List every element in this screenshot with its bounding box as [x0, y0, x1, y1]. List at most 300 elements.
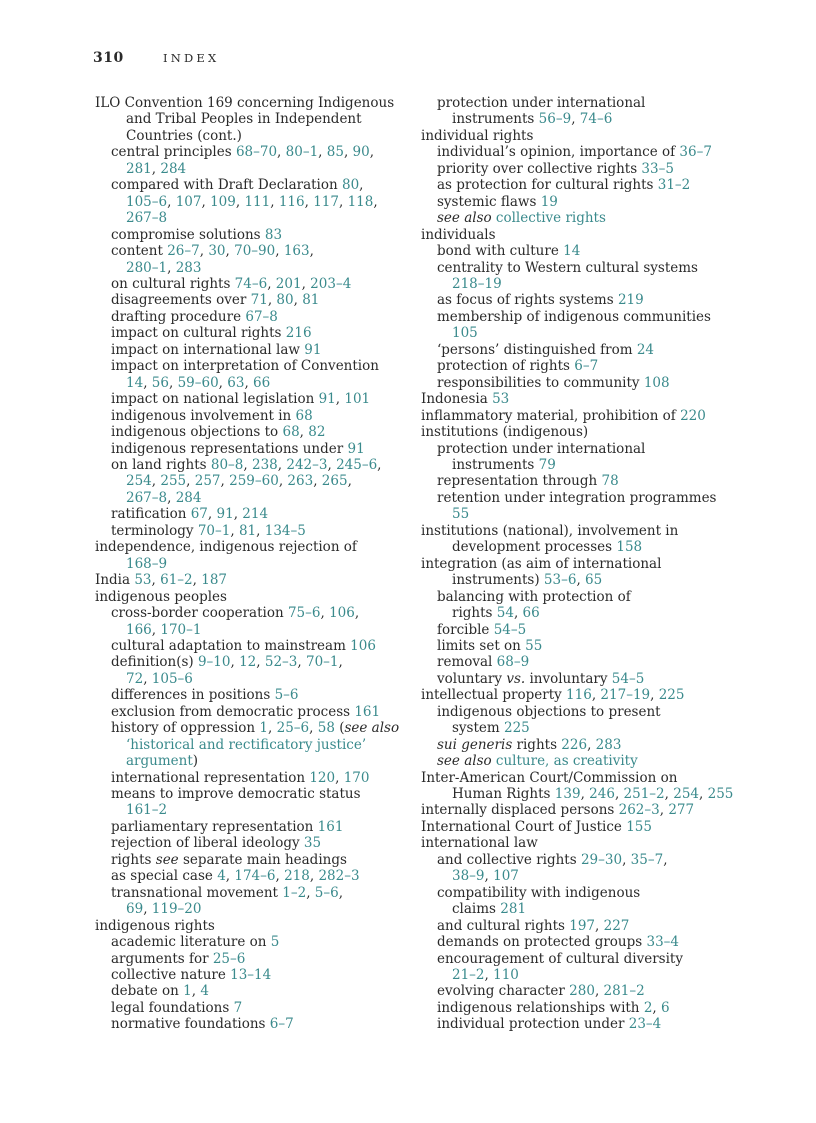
entry-text: ,: [167, 259, 176, 276]
index-entry-line: [421, 539, 741, 555]
entry-text: indigenous relationships with: [437, 999, 644, 1016]
index-subentry-line: [421, 589, 741, 605]
page-reference: 251–2: [623, 786, 665, 803]
index-subentry-line: [421, 144, 741, 160]
entry-text: ,: [650, 687, 659, 704]
page-reference: 155: [626, 818, 652, 835]
index-subentry-line: [421, 342, 741, 358]
page-reference: 4: [217, 868, 226, 885]
entry-text: indigenous objections to present: [437, 703, 661, 720]
entry-text: ,: [338, 193, 348, 210]
entry-text: ,: [354, 605, 360, 622]
entry-text: ,: [309, 868, 319, 885]
entry-text: compromise solutions: [111, 226, 265, 243]
index-subentry-line: [95, 622, 410, 638]
index-subentry-line: [95, 852, 410, 868]
entry-text: collective nature: [111, 967, 231, 984]
page-reference: 168–9: [126, 555, 168, 572]
italic-text: vs.: [506, 670, 526, 687]
entry-text: International Court of Justice: [421, 818, 627, 835]
entry-text: ,: [301, 275, 311, 292]
page-reference: 31–2: [657, 177, 691, 194]
page-reference: 101: [344, 391, 371, 408]
entry-text: rights: [512, 736, 562, 753]
entry-text: ,: [293, 292, 303, 309]
entry-text: demands on protected groups: [437, 934, 647, 951]
page-reference: 36–7: [679, 144, 712, 161]
index-entry-line: [421, 424, 741, 440]
index-subentry-line: [95, 1016, 410, 1032]
entry-text: ,: [230, 522, 239, 539]
index-subentry-line: [95, 770, 410, 786]
entry-text: impact on international law: [111, 341, 305, 358]
index-entry-line: [421, 687, 741, 703]
entry-text: and Tribal Peoples in Independent: [126, 111, 362, 128]
page-reference: 81: [238, 522, 257, 539]
index-subentry-line: [95, 309, 410, 325]
page-reference: 69: [126, 901, 144, 918]
page-reference: 161: [317, 818, 344, 835]
entry-text: ,: [576, 572, 586, 589]
page-reference: 78: [601, 473, 619, 490]
index-subentry-line: [95, 901, 410, 917]
page-reference: 227: [603, 917, 630, 934]
page-reference: 68: [295, 407, 313, 424]
index-subentry-line: [421, 654, 741, 670]
entry-text: ,: [338, 884, 344, 901]
entry-text: ,: [143, 670, 152, 687]
page-reference: 257: [194, 473, 221, 490]
page-reference: 54: [496, 605, 514, 622]
entry-text: ,: [192, 572, 202, 589]
index-subentry-line: [95, 737, 410, 753]
entry-text: ,: [313, 473, 322, 490]
index-subentry-line: [421, 704, 741, 720]
page-reference: 29–30: [580, 851, 623, 868]
page-reference: 24: [636, 341, 655, 358]
page-reference: 19: [540, 193, 558, 210]
page-reference: 139: [554, 786, 581, 803]
index-column-right: [421, 95, 741, 1033]
page-reference: 255: [707, 786, 734, 803]
entry-text: rejection of liberal ideology: [111, 835, 304, 852]
index-entry-line: [421, 128, 741, 144]
entry-text: ,: [335, 391, 345, 408]
entry-text: ILO Convention 169 concerning Indigenous: [95, 95, 395, 111]
italic-text: sui generis: [437, 736, 513, 753]
page-reference: 14: [563, 243, 581, 260]
index-subentry-line: [421, 1016, 741, 1032]
page-reference: ‘historical and rectificatory justice’: [126, 736, 367, 753]
index-subentry-line: [95, 424, 410, 440]
entry-text: international representation: [111, 769, 310, 786]
entry-text: ,: [587, 736, 596, 753]
entry-text: ,: [201, 193, 211, 210]
entry-text: ,: [594, 983, 604, 1000]
page-reference: 72: [126, 670, 144, 687]
entry-text: indigenous representations under: [111, 440, 348, 457]
entry-text: ,: [199, 243, 209, 260]
page-reference: 254: [126, 473, 152, 490]
entry-text: integration (as aim of international: [421, 555, 662, 572]
index-subentry-line: [95, 638, 410, 654]
page-reference: 7: [233, 999, 243, 1016]
entry-text: and cultural rights: [437, 917, 570, 934]
page-reference: 107: [493, 868, 519, 885]
index-entry-line: [421, 556, 741, 572]
index-column-left: [95, 95, 410, 1033]
entry-text: ,: [143, 374, 152, 391]
entry-text: internally displaced persons: [421, 802, 619, 819]
page-reference: 280: [569, 983, 595, 1000]
index-subentry-line: [421, 1000, 741, 1016]
entry-text: Countries (cont.): [126, 127, 242, 144]
index-subentry-line: [95, 934, 410, 950]
page-reference: 6: [661, 999, 670, 1016]
page-reference: 119–20: [151, 901, 202, 918]
page-reference: 281: [126, 160, 152, 177]
entry-text: ): [192, 753, 199, 770]
index-subentry-line: [421, 111, 741, 127]
entry-text: individuals: [421, 226, 496, 243]
index-subentry-line: [421, 885, 741, 901]
page-reference: 23–4: [628, 1016, 662, 1033]
page-reference: 262–3: [618, 802, 660, 819]
page-reference: 105: [452, 325, 478, 342]
index-subentry-line: [95, 161, 410, 177]
page-reference: 158: [616, 539, 643, 556]
index-subentry-line: [95, 506, 410, 522]
index-subentry-line: [95, 819, 410, 835]
entry-text: ,: [304, 193, 314, 210]
entry-text: terminology: [111, 522, 198, 539]
index-subentry-line: [95, 802, 410, 818]
index-subentry-line: [421, 309, 741, 325]
entry-text: exclusion from democratic process: [111, 703, 355, 720]
index-entry-line: [421, 770, 741, 786]
entry-text: ,: [235, 193, 245, 210]
entry-text: ,: [663, 851, 668, 868]
entry-text: involuntary: [525, 670, 612, 687]
page-reference: 219: [617, 292, 644, 309]
index-subentry-line: [95, 342, 410, 358]
page-reference: 263: [287, 473, 314, 490]
entry-text: ,: [244, 374, 254, 391]
index-subentry-line: [421, 753, 741, 769]
entry-text: ,: [218, 374, 228, 391]
index-subentry-line: [95, 786, 410, 802]
page-reference: 5–6: [314, 884, 339, 901]
index-subentry-line: [95, 490, 410, 506]
index-subentry-line: [421, 358, 741, 374]
italic-text: see also: [437, 753, 492, 770]
entry-text: Human Rights: [452, 786, 555, 803]
index-subentry-line: [421, 473, 741, 489]
index-subentry-line: [95, 1000, 410, 1016]
entry-text: ,: [270, 193, 279, 210]
entry-text: ,: [377, 456, 382, 473]
page-reference: 111: [244, 193, 271, 210]
index-subentry-line: [95, 687, 410, 703]
entry-text: ,: [347, 473, 352, 490]
index-subentry-line: [95, 523, 410, 539]
entry-text: ,: [614, 786, 624, 803]
index-subentry-line: [95, 473, 410, 489]
index-subentry-line: [421, 194, 741, 210]
page-reference: 56: [151, 374, 169, 391]
page-reference: 55: [525, 637, 543, 654]
entry-text: ,: [277, 456, 287, 473]
page-reference: 70–1: [306, 654, 339, 671]
entry-text: centrality to Western cultural systems: [437, 259, 698, 276]
page-reference: 54–5: [611, 670, 645, 687]
index-subentry-line: [95, 177, 410, 193]
page-reference: 80–8: [210, 456, 244, 473]
entry-text: development processes: [452, 539, 617, 556]
page-reference: 9–10: [197, 654, 231, 671]
entry-text: ,: [359, 177, 364, 194]
index-subentry-line: [421, 605, 741, 621]
page-reference: 6–7: [574, 358, 599, 375]
page-reference: 225: [504, 720, 530, 737]
entry-text: separate main headings: [178, 851, 347, 868]
entry-text: inflammatory material, prohibition of: [421, 407, 681, 424]
index-entry-line: [95, 539, 410, 555]
entry-text: international law: [421, 835, 538, 852]
index-subentry-line: [95, 704, 410, 720]
entry-text: impact on interpretation of Convention: [111, 358, 379, 375]
entry-text: ,: [299, 424, 309, 441]
page-reference: 30: [208, 243, 226, 260]
index-subentry-line: [421, 951, 741, 967]
page-reference: 6–7: [269, 1016, 294, 1033]
page-reference: 25–6: [276, 720, 310, 737]
entry-text: ,: [267, 292, 277, 309]
page-reference: 161: [354, 703, 381, 720]
entry-text: ,: [373, 193, 378, 210]
entry-text: ,: [186, 473, 195, 490]
page-reference: 70–90: [234, 243, 276, 260]
entry-text: (: [334, 720, 345, 737]
entry-text: encouragement of cultural diversity: [437, 950, 683, 967]
page-reference: 54–5: [493, 621, 527, 638]
index-subentry-line: [95, 325, 410, 341]
entry-text: ,: [571, 111, 580, 128]
entry-text: ,: [256, 654, 265, 671]
entry-text: ,: [278, 473, 288, 490]
index-subentry-line: [421, 671, 741, 687]
index-entry-line: [421, 391, 741, 407]
index-subentry-line: [95, 227, 410, 243]
index-subentry-line: [95, 457, 410, 473]
entry-text: cultural adaptation to mainstream: [111, 637, 351, 654]
entry-text: indigenous peoples: [95, 588, 227, 605]
page-number: 310: [93, 50, 124, 66]
entry-text: Indonesia: [421, 391, 493, 408]
entry-text: ,: [151, 160, 161, 177]
entry-text: ,: [652, 999, 661, 1016]
page-reference: 83: [264, 226, 283, 243]
index-entry-line: [95, 95, 410, 111]
entry-text: ,: [167, 489, 176, 506]
index-subentry-line: [95, 292, 410, 308]
entry-text: ,: [230, 654, 240, 671]
entry-text: system: [452, 720, 504, 737]
page-reference: 33–4: [646, 934, 680, 951]
index-subentry-line: [95, 441, 410, 457]
entry-text: limits set on: [437, 637, 526, 654]
index-subentry-line: [95, 868, 410, 884]
page-reference: 74–6: [579, 111, 613, 128]
page-reference: 107: [175, 193, 202, 210]
entry-text: ,: [268, 720, 277, 737]
entry-text: individual’s opinion, importance of: [437, 144, 680, 161]
page-reference: 197: [569, 917, 596, 934]
entry-text: compared with Draft Declaration: [111, 177, 342, 194]
index-subentry-line: [421, 243, 741, 259]
entry-text: transnational movement: [111, 884, 283, 901]
index-subentry-line: [421, 161, 741, 177]
entry-text: ,: [335, 769, 344, 786]
entry-text: ,: [225, 243, 235, 260]
index-entry-line: [421, 572, 741, 588]
index-subentry-line: [95, 276, 410, 292]
entry-text: ratification: [111, 506, 191, 523]
entry-text: arguments for: [111, 950, 213, 967]
entry-text: protection under international: [437, 95, 646, 111]
page-reference: 63: [227, 374, 245, 391]
page-reference: 174–6: [234, 868, 276, 885]
entry-text: ,: [580, 786, 590, 803]
entry-text: ,: [207, 506, 217, 523]
entry-text: retention under integration programmes: [437, 489, 717, 506]
entry-text: Inter-American Court/Commission on: [421, 769, 678, 786]
page-reference: 35–7: [630, 851, 664, 868]
entry-text: ,: [167, 193, 176, 210]
entry-text: impact on national legislation: [111, 391, 319, 408]
page-reference: 91: [304, 341, 322, 358]
page-reference: 85: [326, 144, 344, 161]
entry-text: as protection for cultural rights: [437, 177, 658, 194]
entry-text: central principles: [111, 144, 236, 161]
page-reference: 2: [643, 999, 653, 1016]
entry-text: ,: [320, 605, 330, 622]
entry-text: claims: [452, 901, 501, 918]
index-subentry-line: [421, 638, 741, 654]
page-reference: 67: [190, 506, 208, 523]
page-reference: 13–14: [230, 967, 272, 984]
entry-text: parliamentary representation: [111, 818, 318, 835]
entry-text: balancing with protection of: [437, 588, 631, 605]
entry-text: indigenous rights: [95, 917, 215, 934]
page-reference: 281: [500, 901, 527, 918]
page-reference: 218–19: [452, 275, 502, 292]
page-reference: 166: [126, 621, 152, 638]
page-reference: 187: [201, 572, 228, 589]
page-reference: 163: [283, 243, 310, 260]
entry-text: legal foundations: [111, 999, 234, 1016]
italic-text: see: [155, 851, 179, 868]
page-reference: 68–9: [496, 654, 530, 671]
page-reference: 53–6: [543, 572, 577, 589]
entry-text: responsibilities to community: [437, 374, 644, 391]
page-reference: 218: [284, 868, 310, 885]
index-subentry-line: [421, 441, 741, 457]
page-reference: 26–7: [167, 243, 200, 260]
entry-text: ,: [484, 967, 494, 984]
index-subentry-line: [95, 391, 410, 407]
index-subentry-line: [421, 967, 741, 983]
index-subentry-line: [95, 260, 410, 276]
page-reference: 214: [242, 506, 269, 523]
index-subentry-line: [95, 605, 410, 621]
page-reference: 170: [343, 769, 370, 786]
page-reference: 283: [175, 259, 202, 276]
page-reference: 66: [253, 374, 271, 391]
index-subentry-line: [421, 720, 741, 736]
entry-text: ,: [277, 144, 286, 161]
index-subentry-line: [95, 967, 410, 983]
page-reference: 68: [282, 424, 300, 441]
index-entry-line: [421, 819, 741, 835]
page-reference: 106: [350, 637, 376, 654]
entry-text: ,: [151, 473, 161, 490]
index-subentry-line: [421, 983, 741, 999]
entry-text: ,: [168, 374, 178, 391]
index-subentry-line: [95, 885, 410, 901]
index-entry-line: [421, 408, 741, 424]
entry-text: impact on cultural rights: [111, 325, 286, 342]
index-subentry-line: [95, 194, 410, 210]
entry-text: indigenous objections to: [111, 424, 283, 441]
page-reference: 109: [210, 193, 236, 210]
page-reference: 203–4: [310, 275, 352, 292]
entry-text: evolving character: [437, 983, 570, 1000]
entry-text: ,: [309, 720, 318, 737]
page-reference: 25–6: [212, 950, 246, 967]
page-reference: 255: [160, 473, 187, 490]
entry-text: ‘persons’ distinguished from: [437, 341, 637, 358]
entry-text: ,: [622, 851, 631, 868]
page-reference: 82: [308, 424, 326, 441]
entry-text: India: [95, 572, 135, 589]
page-reference: 110: [493, 967, 519, 984]
index-subentry-line: [95, 720, 410, 736]
entry-text: ,: [225, 868, 235, 885]
index-entry-line: [95, 111, 410, 127]
index-entry-line: [421, 835, 741, 851]
entry-text: ,: [338, 654, 343, 671]
index-subentry-line: [95, 243, 410, 259]
page-reference: 245–6: [336, 456, 378, 473]
page-reference: 242–3: [286, 456, 328, 473]
entry-text: institutions (national), involvement in: [421, 522, 679, 539]
index-subentry-line: [95, 671, 410, 687]
entry-text: ,: [327, 456, 337, 473]
entry-text: differences in positions: [111, 687, 275, 704]
page-reference: 106: [329, 605, 355, 622]
index-entry-line: [95, 128, 410, 144]
entry-text: ,: [243, 456, 252, 473]
entry-text: ,: [369, 144, 375, 161]
page-reference: 201: [275, 275, 302, 292]
entry-text: means to improve democratic status: [111, 786, 361, 803]
page-reference: 65: [585, 572, 603, 589]
page-reference: argument: [126, 753, 193, 770]
entry-text: bond with culture: [437, 243, 564, 260]
entry-text: ,: [220, 473, 230, 490]
entry-text: independence, indigenous rejection of: [95, 539, 357, 556]
